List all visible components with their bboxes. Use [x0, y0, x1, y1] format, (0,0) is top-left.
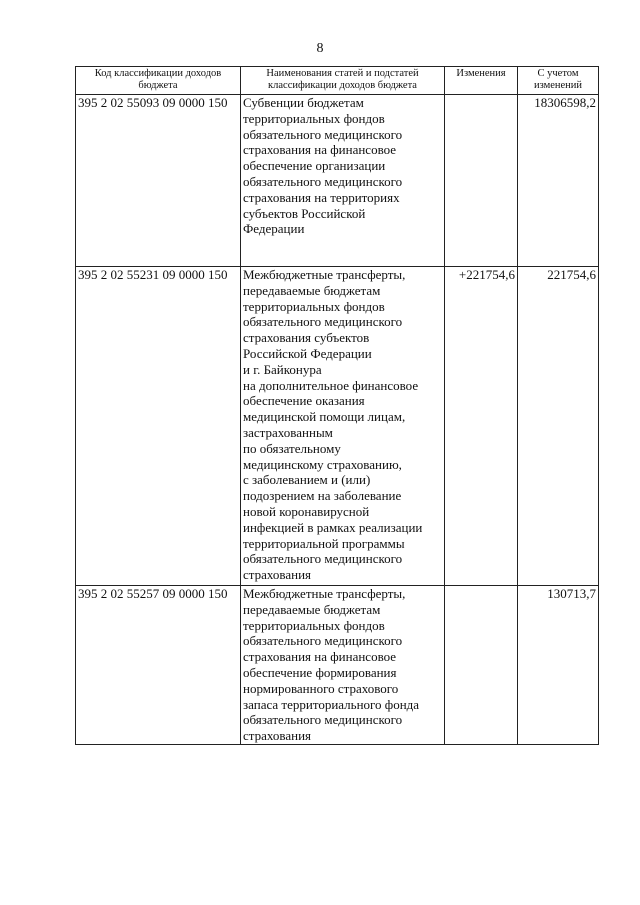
header-total: С учетом изменений: [518, 67, 599, 95]
item-name-line: территориальных фондов: [243, 617, 385, 633]
item-name-line: обеспечение оказания: [243, 393, 365, 409]
item-name-line: обязательного медицинского: [243, 712, 403, 728]
item-name-line: медицинскому страхованию,: [243, 456, 402, 472]
classification-code: 395 2 02 55093 09 0000 150: [76, 95, 241, 267]
item-name-line: обязательного медицинского: [243, 173, 403, 189]
header-change: Изменения: [445, 67, 518, 95]
item-name-line: передаваемые бюджетам: [243, 282, 381, 298]
item-name: [241, 267, 445, 586]
item-name-line: подозрением на заболевание: [243, 488, 402, 504]
item-name: [241, 95, 445, 267]
page-number: 8: [316, 41, 324, 56]
item-name-line: инфекцией в рамках реализации: [243, 519, 423, 535]
item-name-line: Российской Федерации: [243, 345, 372, 361]
header-name: Наименования статей и подстатей классификации доходов бюджета: [241, 67, 445, 95]
table-row: [76, 95, 599, 267]
item-name-line: Межбюджетные трансферты,: [243, 267, 406, 282]
item-name-line: территориальных фондов: [243, 110, 385, 126]
classification-code: 395 2 02 55231 09 0000 150: [76, 267, 241, 586]
item-name-line: территориальных фондов: [243, 298, 385, 314]
item-name-line: субъектов Российской: [243, 205, 366, 221]
item-name-line: нормированного страхового: [243, 680, 399, 696]
item-name-line: страхования субъектов: [243, 330, 370, 346]
item-name-line: с заболеванием и (или): [243, 472, 371, 488]
classification-code: 395 2 02 55257 09 0000 150: [76, 586, 241, 745]
item-name-line: страхования: [243, 728, 312, 744]
total-amount: 18306598,2: [518, 95, 599, 267]
item-name-line: новой коронавирусной: [243, 503, 370, 519]
item-name-line: запаса территориального фонда: [243, 696, 420, 712]
item-name: [241, 586, 445, 745]
total-amount: 130713,7: [518, 586, 599, 745]
change-amount: [445, 95, 518, 267]
item-name-line: страхования на территориях: [243, 189, 400, 205]
item-name-line: обязательного медицинского: [243, 633, 403, 649]
item-name-line: страхования: [243, 567, 312, 583]
item-name-line: медицинской помощи лицам,: [243, 409, 406, 425]
item-name-line: обеспечение организации: [243, 158, 386, 174]
item-name-line: обязательного медицинского: [243, 126, 403, 142]
table-row: [76, 267, 599, 586]
item-name-line: страхования на финансовое: [243, 142, 397, 158]
item-name-line: Федерации: [243, 221, 305, 237]
budget-revenue-table: [75, 66, 599, 745]
item-name-line: обеспечение формирования: [243, 664, 397, 680]
item-name-line: и г. Байконура: [243, 361, 322, 377]
item-name-line: Субвенции бюджетам: [243, 95, 364, 110]
item-name-line: по обязательному: [243, 440, 341, 456]
total-amount: 221754,6: [518, 267, 599, 586]
item-name-line: застрахованным: [243, 424, 333, 440]
table-header-row: [76, 67, 599, 95]
item-name-line: передаваемые бюджетам: [243, 601, 381, 617]
change-amount: +221754,6: [445, 267, 518, 586]
item-name-line: обязательного медицинского: [243, 314, 403, 330]
item-name-line: обязательного медицинского: [243, 551, 403, 567]
item-name-line: на дополнительное финансовое: [243, 377, 419, 393]
change-amount: [445, 586, 518, 745]
item-name-line: страхования на финансовое: [243, 649, 397, 665]
item-name-line: Межбюджетные трансферты,: [243, 586, 406, 601]
table-row: [76, 586, 599, 745]
item-name-line: территориальной программы: [243, 535, 405, 551]
header-code: Код классификации доходов бюджета: [76, 67, 241, 95]
